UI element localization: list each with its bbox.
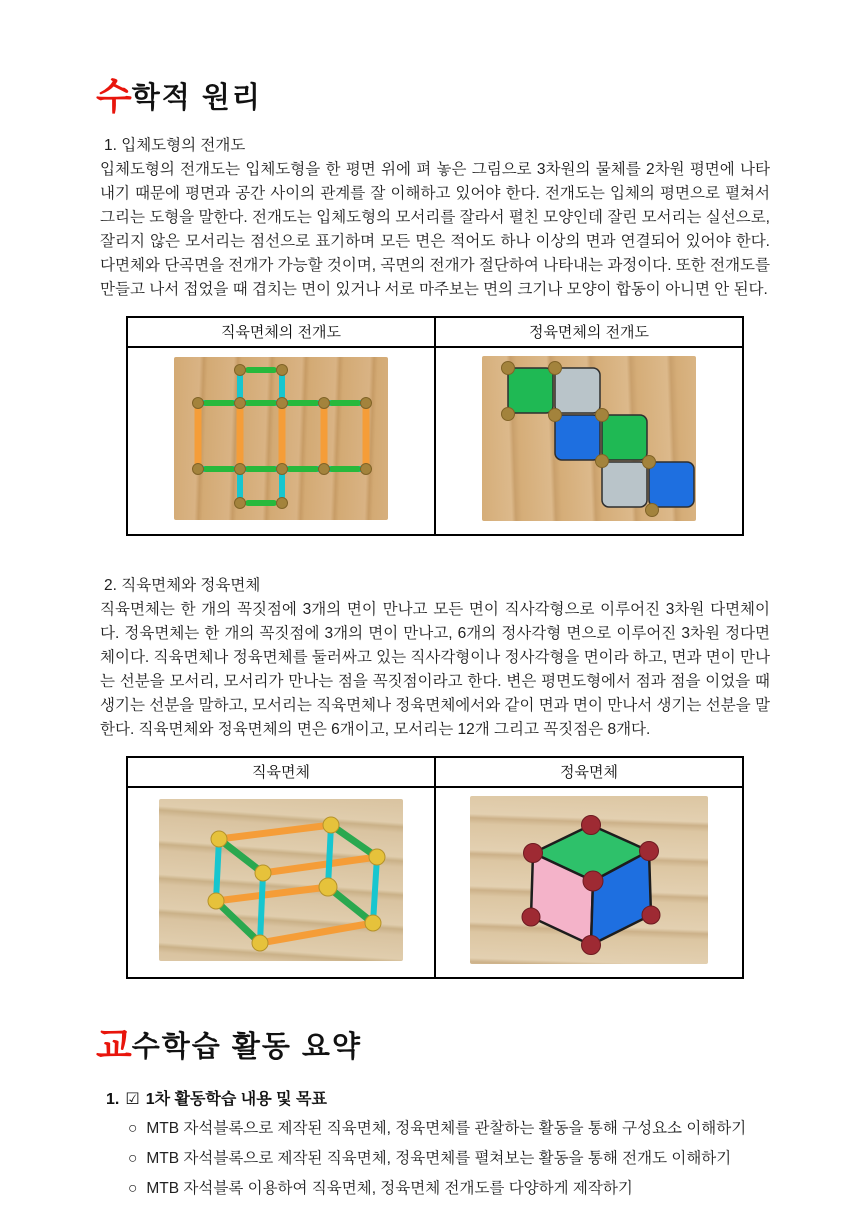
page-title-teaching-summary — [96, 1023, 770, 1069]
header-cuboid-net: 직육면체의 전개도 — [127, 317, 435, 347]
page-title-math-principle — [96, 74, 770, 120]
bullet-text: MTB 자석블록 이용하여 직육면체, 정육면체 전개도를 다양하게 제작하기 — [146, 1179, 633, 1197]
title-accent-char: 수 — [96, 76, 132, 117]
title-rest-text: 수학습 활동 요약 — [131, 1031, 362, 1064]
circle-bullet-icon: ○ — [128, 1149, 138, 1167]
bullet-item — [128, 1178, 770, 1199]
table-photo-row — [127, 787, 743, 978]
section2-heading: 2. 직육면체와 정육면체 — [104, 577, 261, 595]
bullet-text: MTB 자석블록으로 제작된 직육면체, 정육면체를 관찰하는 활동을 통해 구성요소 이해하기 — [146, 1119, 747, 1137]
title-accent-char: 교 — [96, 1025, 132, 1067]
table-header-row — [127, 317, 743, 347]
cuboid-net-photo — [174, 357, 388, 520]
solid-photos-table — [126, 756, 744, 979]
checkbox-checked-icon: ☑ — [125, 1090, 140, 1108]
item-number: 1. — [106, 1090, 120, 1108]
circle-bullet-icon: ○ — [128, 1179, 138, 1197]
header-cube: 정육면체 — [435, 757, 743, 787]
header-cuboid: 직육면체 — [127, 757, 435, 787]
cube-tile-photo — [470, 796, 708, 964]
cuboid-net-cell — [127, 347, 435, 535]
table-photo-row — [127, 347, 743, 535]
cube-photo-cell — [435, 787, 743, 978]
table-header-row — [127, 757, 743, 787]
header-cube-net: 정육면체의 전개도 — [435, 317, 743, 347]
circle-bullet-icon: ○ — [128, 1119, 138, 1137]
title-rest-text: 학적 원리 — [131, 82, 262, 114]
cuboid-frame-photo — [159, 799, 403, 961]
cuboid-photo-cell — [127, 787, 435, 978]
net-photos-table — [126, 316, 744, 536]
spacer — [100, 536, 770, 562]
bullet-text: MTB 자석블록으로 제작된 직육면체, 정육면체를 펼쳐보는 활동을 통해 전개도 이해하기 — [146, 1149, 732, 1167]
section2-body-paragraph: 직육면체는 한 개의 꼭짓점에 3개의 면이 만나고 모든 면이 직사각형으로 이루어진 3차원 다면체이다. 정육면체는 한 개의 꼭짓점에 3개의 면이 만나고, 6개의 정사각형 면으로 이루어진 3차원 정다면체이다. 직육면체나 정육면체를 둘러싸고 있는 직사각형이나 정사각형을 면이라 하고, 면과 면이 만나는 선분을 모서리, 모서리가 만나는 점을 꼭짓점이라고 한다. 변은 평면도형에서 점과 점을 이었을 때 생기는 선분을 말하고, 모서리는 직육면체나 정육면체에서와 같이 면과 면이 만나서 생기는 선분을 말한다. 직육면체와 정육면체의 면은 6개이고, 모서리는 12개 그리고 꼭짓점은 8개다. — [100, 601, 770, 739]
section1-body-paragraph: 입체도형의 전개도는 입체도형을 한 평면 위에 펴 놓은 그림으로 3차원의 물체를 2차원 평면에 나타내기 때문에 평면과 공간 사이의 관계를 잘 이해하고 있어야 한다. 전개도는 입체의 평면으로 펼쳐서 그리는 도형을 말한다. 전개도는 입체도형의 모서리를 잘라서 펼친 모양인데 잘린 모서리는 실선으로, 잘리지 않은 모서리는 점선으로 표기하며 모든 면은 적어도 하나 이상의 면과 연결되어 있어야 한다. 다면체와 단곡면을 전개가 가능할 것이며, 곡면의 전개가 절단하여 나타내는 과정이다. 또한 전개도를 만들고 나서 접었을 때 겹치는 면이 있거나 서로 마주보는 면의 크기나 모양이 합동이 아니면 안 된다. — [100, 161, 770, 299]
bullet-item — [128, 1148, 770, 1169]
cube-net-photo — [482, 356, 696, 521]
bullet-item — [128, 1118, 770, 1139]
section1-heading: 1. 입체도형의 전개도 — [104, 137, 246, 155]
cube-net-cell — [435, 347, 743, 535]
activity-item-heading — [106, 1086, 770, 1109]
activity-item-title: 1차 활동학습 내용 및 목표 — [145, 1090, 327, 1108]
spacer — [100, 979, 770, 1023]
